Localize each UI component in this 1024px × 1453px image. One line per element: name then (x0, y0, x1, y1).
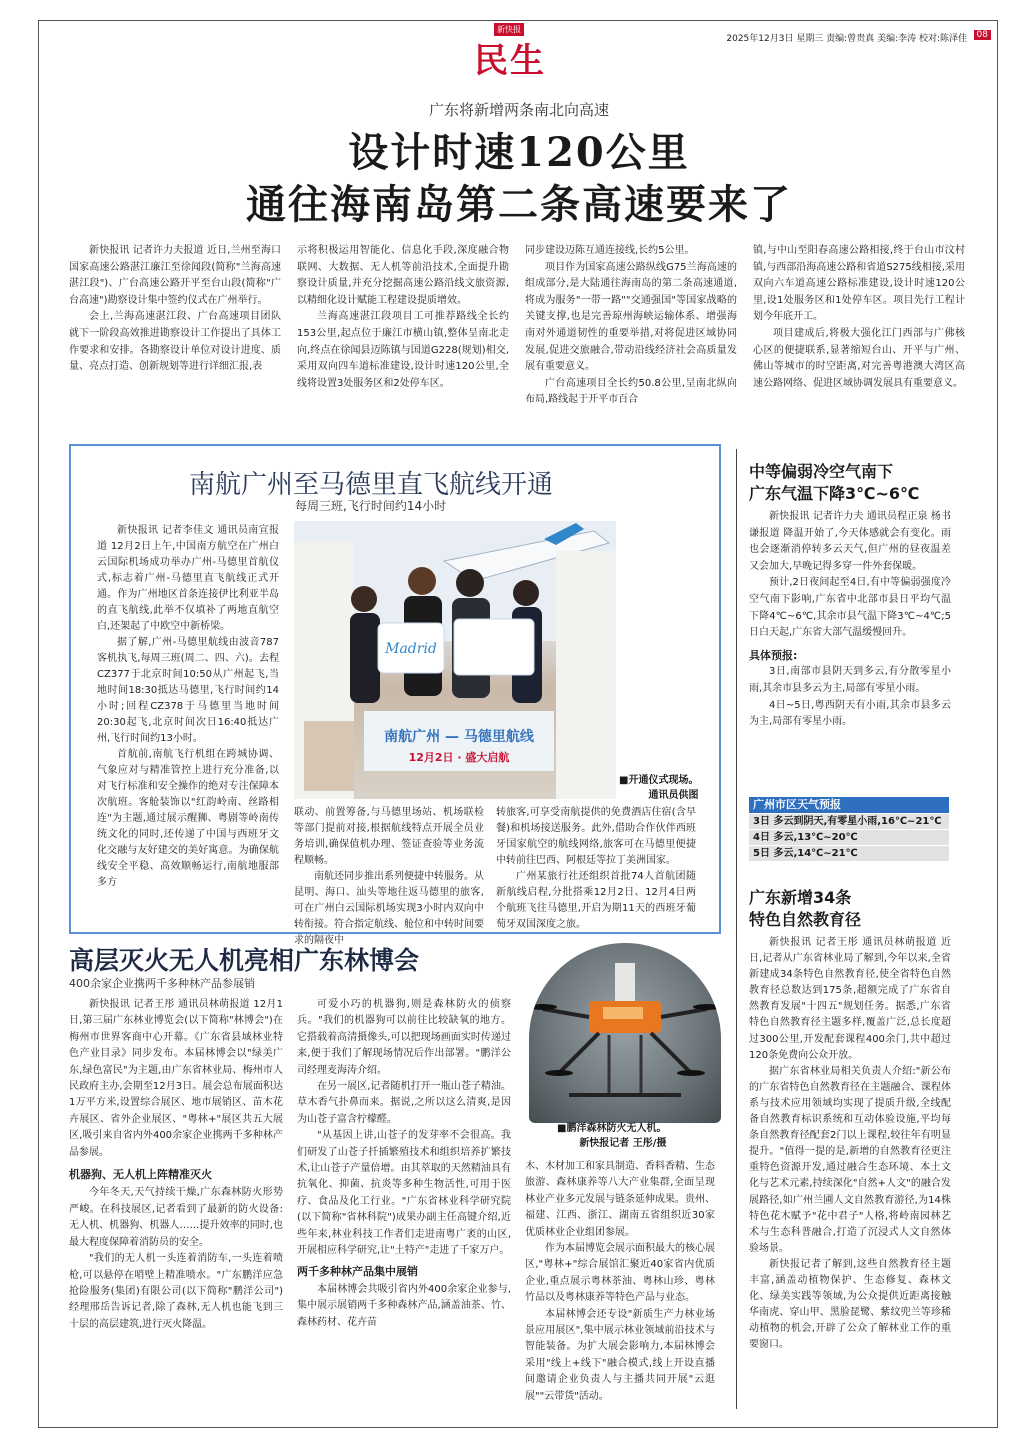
drone-photo-caption (557, 1121, 666, 1151)
paragraph: 镇,与中山至阳春高速公路相接,终于台山市汶村镇,与西部沿海高速公路和省道S275线相接,采用双向六车道高速公路标准建设,设计时速120公里,设1处服务区和1处停车区。项目先行工程计划今年底开工。 (753, 245, 965, 323)
flight-column-1 (97, 523, 279, 891)
madrid-sign-text: Madrid (385, 641, 437, 657)
paragraph: 联动、前置筹备,与马德里场站、机场联检等部门提前对接,根据航线特点开展全员业务培训,确保值机办理、签证查验等业务流程顺畅。 (294, 807, 484, 866)
paragraph: 新快报讯 记者许力夫报道 近日,兰州至海口国家高速公路湛江廉江至徐闻段(简称"兰海高速湛江段")、广台高速公路开平至台山段(简称"广台高速")勘察设计集中签约仪式在广州举行。 (69, 245, 281, 306)
lead-headline (39, 127, 999, 231)
caption-credit: 通讯员供图 (648, 790, 699, 801)
edu-body (749, 935, 951, 1353)
forest-column-2 (297, 997, 511, 1331)
paragraph: 可爱小巧的机器狗,则是森林防火的侦察兵。"我们的机器狗可以前往比较缺氧的地方。它搭载着高清摄像头,可以把现场画面实时传递过来,便于我们了解现场情况后作出部署。"鹏洋公司经理麦海涛介绍。 (297, 999, 511, 1076)
paragraph: 本届林博会还专设"新质生产力林业场景应用展区",集中展示林业领域前沿技术与智能装备。为扩大展会影响力,本届林博会采用"线上+线下"融合模式,线上开设直播间邀请企业负责人与主播共同开展"云逛展""云带货"活动。 (525, 1308, 715, 1402)
weather-headline (749, 461, 985, 505)
paragraph: "我们的无人机一头连着消防车,一头连着喷枪,可以悬停在哨壁上精准喷水。"广东鹏洋应急抢险服务(集团)有限公司(以下简称"鹏洋公司")经理邢岳告诉记者,除了森林,无人机也能飞到三十层的高层建筑,进行灭火降温。 (69, 1253, 283, 1330)
forest-column-1 (69, 997, 283, 1333)
weather-row: 5日 多云,14℃~21℃ (749, 846, 949, 861)
flight-column-2 (294, 805, 484, 949)
paragraph: 新快报记者了解到,这些自然教育径主题丰富,涵盖动植物保护、生态修复、森林文化、绿美实践等领域,为公众提供近距离接触华南虎、穿山甲、黑脸琵鹭、紫纹兜兰等珍稀动植物的机会,开辟了公众了解林业工作的重要窗口。 (749, 1258, 951, 1351)
weather-title-line1: 中等偏弱冷空气南下 (749, 462, 894, 481)
weather-row: 3日 多云到阴天,有零星小雨,16℃~21℃ (749, 814, 949, 829)
caption-line: ■开通仪式现场。 (619, 775, 699, 786)
paragraph: 项目建成后,将极大强化江门西部与广佛核心区的便捷联系,显著缩短台山、开平与广州、佛山等城市的时空距离,对完善粤港澳大湾区高速公路网络、促进区域协调发展具有重要意义。 (753, 327, 965, 389)
paragraph: 广州某旅行社还组织首批74人首航团随新航线启程,分批搭乘12月2日、12月4日两个航班飞往马德里,开启为期11天的西班牙葡萄牙双国深度之旅。 (496, 871, 696, 930)
lead-column-3 (525, 243, 737, 409)
lead-kicker: 广东将新增两条南北向高速 (428, 101, 609, 119)
flight-headline: 南航广州至马德里直飞航线开通 (189, 470, 554, 500)
paragraph: 据广东省林业局相关负责人介绍:"新公布的广东省特色自然教育径在主题融合、课程体系与技术应用领域均实现了提质升级,全线配备自然教育标识系统和互动体验设施,平均每条自然教育径配套2门以上课程,较往年有明显提升。"值得一提的是,新增的自然教育径更注重特色资源开发,通过融合生态环境、本土文化与艺术元素,持续深化"自然+人文"的融合发展路径,如广州兰圃人文自然教育游径,为14株特色花木赋予"花中君子"人格,将岭南园林艺术与生态科普融合,打造了沉浸式人文自然体验场景。 (749, 1065, 951, 1254)
lead-title-line1: 设计时速120公里 (348, 129, 690, 176)
paragraph: 本届林博会共吸引省内外400余家企业参与,集中展示展销两千多种森林产品,涵盖油茶、竹、森林药材、花卉苗 (297, 1283, 511, 1328)
paragraph: 今年冬天,天气持续干燥,广东森林防火形势严峻。在科技展区,记者看到了最新的防火设备:无人机、机器狗、机器人……提升效率的同时,也最大程度保障着消防员的安全。 (69, 1187, 283, 1248)
paragraph: 新快报讯 记者王彤 通讯员林萌报道 近日,记者从广东省林业局了解到,今年以来,全省新建成34条特色自然教育径,使全省特色自然教育径总数达到175条,超额完成了广东省自然教育发展"十四五"规划任务。据悉,广东省特色自然教育径主题多样,覆盖广泛,总长度超过300公里,开发配套课程400余门,共中超过120条免费向公众开放。 (749, 937, 951, 1061)
paragraph: 首航前,南航飞行机组在跨城协调、气象应对与精准管控上进行充分准备,以对飞行标准和安全操作的绝对专注保障本次航班。客舱装饰以"红韵岭南、丝路相连"为主题,通过展示醒狮、粤剧等岭南传统文化的同时,还传递了中国与西班牙文化交融与友好建交的美好寓意。为确保航线安全平稳、高效顺畅运行,南航地服部多方 (97, 749, 279, 888)
paragraph: 项目作为国家高速公路纵线G75兰海高速的组成部分,是大陆通往海南岛的第二条高速通道,将成为服务"一带一路""交通强国"等国家战略的关键支撑,也是完善琼州海峡运输体系、增强海南对外通道韧性的重要举措,对将促进区域协同发展,促进交旅融合,带动沿线经济社会高质量发展有重要意义。 (525, 261, 737, 373)
weather-table-title: 广州市区天气预报 (749, 797, 949, 813)
paragraph: 广台高速项目全长约50.8公里,呈南北纵向布局,路线起于开平市百合 (525, 377, 737, 406)
forest-subhead-2: 两千多种林产品集中展销 (297, 1264, 418, 1278)
flight-ceremony-photo (294, 521, 616, 799)
paragraph: 新快报讯 记者李佳文 通讯员南宣报道 12月2日上午,中国南方航空在广州白云国际机场成功举办广州-马德里首航仪式,标志着广州-马德里直飞航线正式开通。作为广州地区首条连接伊比利亚半岛的直飞航线,此举不仅填补了两地直航空白,还架起了中欧空中新桥梁。 (97, 525, 279, 632)
weather-title-line2: 广东气温下降3℃~6℃ (749, 484, 920, 503)
paragraph: 4日~5日,粤西阴天有小雨,其余市县多云为主,局部有零星小雨。 (749, 699, 951, 728)
weather-row: 4日 多云,13℃~20℃ (749, 830, 949, 845)
paragraph: 作为本届博览会展示面积最大的核心展区,"粤林+"综合展馆汇聚近40家省内优质企业,重点展示粤林茶油、粤林山珍、粤林竹品以及粤林康养等特色产品与业态。 (525, 1243, 715, 1304)
forest-headline: 高层灭火无人机亮相广东林博会 (69, 946, 420, 975)
forest-column-3 (525, 1159, 715, 1405)
drone-photo (529, 943, 721, 1123)
edu-headline (749, 887, 985, 931)
page-number: 08 (974, 30, 991, 40)
edu-title-line2: 特色自然教育径 (749, 910, 862, 929)
paper-badge: 新快报 (494, 23, 524, 36)
weather-body (749, 509, 951, 731)
paragraph: 木、木材加工和家具制造、香料香精、生态旅游、森林康养等八大产业集群,全面呈现林业产业多元发展与链条延伸成果。贵州、福建、江西、浙江、湖南五省组织近30家优质林业企业组团参展。 (525, 1161, 715, 1238)
paragraph: "从基因上讲,山苍子的发芽率不会很高。我们研发了山苍子扦插繁殖技术和组织培养扩繁技术,让山苍子产量倍增。由其萃取的天然精油具有抗氧化、抑菌、抗炎等多种生物活性,可用于医疗、食品及化工行业。"广东省林业科学研究院(以下简称"省林科院")成果办副主任高键介绍,近些年来,林业科技工作者们走进南粤广袤的山区,开展相应科学研究,让"土特产"走进了千家万户。 (297, 1130, 511, 1257)
paragraph: 转旅客,可享受南航提供的免费酒店住宿(含早餐)和机场接送服务。此外,借助合作伙伴西班牙国家航空的航线网络,旅客可在马德里便捷中转前往巴西、阿根廷等拉丁美洲国家。 (496, 807, 696, 866)
paragraph: 同步建设迈陈互通连接线,长约5公里。 (525, 245, 695, 256)
forecast-label: 具体预报: (749, 648, 798, 662)
weather-table (749, 797, 949, 861)
paragraph: 会上,兰海高速湛江段、广台高速项目团队就下一阶段高效推进勘察设计工作提出了具体工作要求和安排。各勘察设计单位对设计进度、质量、亮点打造、创新规划等进行详细汇报,表 (69, 311, 281, 373)
caption-line: ■鹏洋森林防火无人机。 (557, 1123, 667, 1134)
forest-subtitle: 400余家企业携两千多种林产品参展销 (69, 977, 255, 990)
flight-subtitle: 每周三班,飞行时间约14小时 (295, 499, 447, 513)
lead-title-line2: 通往海南岛第二条高速要来了 (246, 181, 792, 228)
paragraph: 示将积极运用智能化、信息化手段,深度融合物联网、大数据、无人机等前沿技术,全面提升勘察设计质量,并充分挖掘高速公路沿线文旅资源,以精细化设计赋能工程建设提质增效。 (297, 245, 509, 306)
paragraph: 在另一展区,记者随机打开一瓶山苍子精油。草木香气扑鼻而来。据说,之所以这么清爽,是因为山苍子富含柠檬醛。 (297, 1081, 511, 1125)
drone-illustration (529, 943, 721, 1123)
section-title: 民生 (474, 41, 546, 81)
paragraph: 预计,2日夜间起至4日,有中等偏弱强度冷空气南下影响,广东省中北部市县日平均气温下降4℃~6℃,其余市县气温下降3℃~4℃;5日白天起,广东省大部气温缓慢回升。 (749, 577, 951, 639)
ceremony-illustration (294, 521, 616, 799)
banner-date: 12月2日 · 盛大启航 (408, 751, 510, 764)
newspaper-page (38, 20, 998, 1428)
paragraph: 据了解,广州-马德里航线由波音787客机执飞,每周三班(周二、四、六)。去程CZ377于北京时间10:50从广州起飞,当地时间18:30抵达马德里,飞行时间约14小时;回程CZ378于马德里当地时间20:30起飞,北京时间次日16:40抵达广州,飞行时间约13小时。 (97, 637, 279, 744)
edu-title-line1: 广东新增34条 (749, 888, 852, 907)
paragraph: 南航还同步推出系列便捷中转服务。从昆明、海口、汕头等地往返马德里的旅客,可在广州白云国际机场实现3小时内双向中转衔接。符合指定航线、舱位和中转时间要求的隔夜中 (294, 871, 484, 946)
column-divider (736, 449, 737, 1409)
lead-column-4 (753, 243, 965, 392)
paragraph: 新快报讯 记者许力夫 通讯员程正泉 杨书谦报道 降温开始了,今天体感就会有变化。雨也会逐渐消停转多云天气,但广州的昼夜温差又会加大,早晚记得多穿一件外套保暖。 (749, 511, 951, 572)
banner-text: 南航广州 — 马德里航线 (384, 729, 534, 745)
paragraph: 3日,南部市县阴天到多云,有分散零星小雨,其余市县多云为主,局部有零星小雨。 (749, 666, 951, 694)
caption-credit: 新快报记者 王彤/摄 (579, 1138, 667, 1149)
flight-photo-caption (619, 773, 698, 803)
flight-column-3 (496, 805, 696, 933)
lead-column-2 (297, 243, 509, 392)
lead-column-1 (69, 243, 281, 376)
header-info: 2025年12月3日 星期三 责编:曾贵真 美编:李涛 校对:陈泽佳 (726, 34, 967, 44)
paragraph: 新快报讯 记者王彤 通讯员林萌报道 12月1日,第三届广东林业博览会(以下简称"林博会")在梅州市世界客商中心开幕。《广东省县域林业特色产业目录》同步发布。本届林博会以"绿美广东,绿色富民"为主题,由广东省林业局、梅州市人民政府主办,会期至12月3日。展会总布展面积达1万平方米,设置综合展区、地市展销区、苗木花卉展区、省外企业展区、"粤林+"展区共五大展区,吸引来自省内外400余家企业携两千多种林产品参展。 (69, 999, 283, 1158)
paragraph: 兰海高速湛江段项目工可推荐路线全长约153公里,起点位于廉江市横山镇,整体呈南北走向,终点在徐闻县迈陈镇与国道G228(规划)相交,采用双向四车道标准建设,设计时速120公里,全线将设置3处服务区和2处停车区。 (297, 311, 509, 389)
forest-subhead-1: 机器狗、无人机上阵精准灭火 (69, 1168, 212, 1182)
